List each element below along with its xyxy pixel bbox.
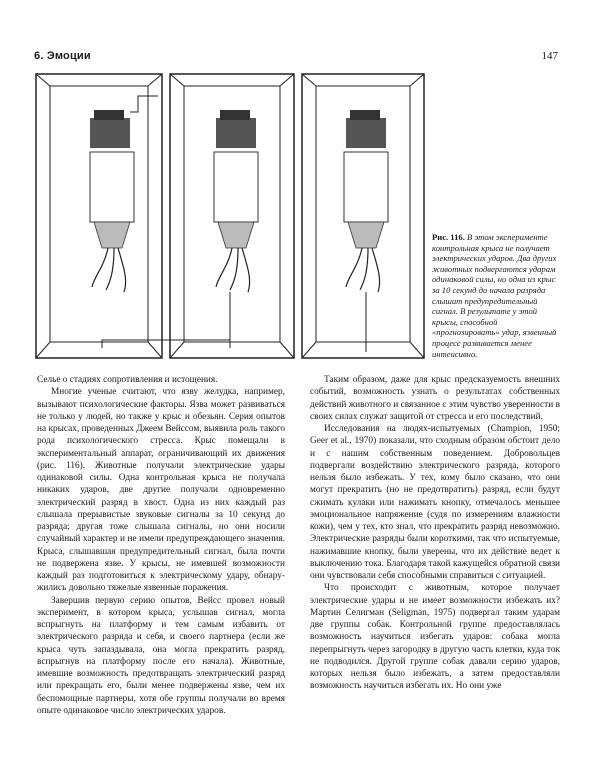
paragraph: Что происходит с животным, которое получает электрические удары и не имеет возможности избежать их? Мартин Селигман (Seligman, 1975) подвергал таким ударам две группы собак. Контрольной группе предоставлялась возможность научиться избегать ударов: собака могла перепрыгнуть через загородку в другую часть клетки, куда ток не подводился. Другой группе собак давали серию ударов, которых нельзя было избежать, а затем предоставляли возможность научиться избегать их. Но они уже <box>310 583 560 692</box>
cage-unwarned <box>170 74 294 358</box>
figure-label: Рис. 116. <box>432 232 465 242</box>
figure-caption <box>432 232 562 359</box>
paragraph: Селье о стадиях сопротивления и истощения. <box>37 375 218 385</box>
cage-warned <box>302 74 424 358</box>
rat-experiment-figure <box>34 72 426 362</box>
running-header-chapter: 6. Эмоции <box>34 50 91 62</box>
paragraph: Таким образом, даже для крыс предсказуемость внешних событий, возможность узнать о результатах собственных действий животного и связанное с этим чувство уверенности в своих силах служат защитой от стресса и его последствий. <box>310 375 560 422</box>
page-number: 147 <box>541 50 558 62</box>
paragraph: Многие ученые считают, что язву желудка, например, вызывают психологические факторы. Язва может развиваться не только у людей, но также у крыс и обезьян. Серия опытов на крысах, проведенных Джеем Вейссом, выявила роль такого рода психологического стресса. Крыс помещали в экспериментальный аппарат, ограничивающий их движения (рис. 116). Животные получали электрические удары одинаковой силы. Одна контрольная крыса не получала никаких ударов, две другие получали одновременно электрический разряд в хвост. Одна из них каждый раз слышала прерывистые звуковые сигналы за 10 секунд до разряда; другая тоже слышала сигналы, но они носили случайный характер и не имели предупреждающего значения. Крыса, слышавшая предупредительный сигнал, была почти не подвержена язве. У крысы, не имевшей возможности каждый раз подготовиться к электрическому удару, обнаружились довольно тяжелые язвенные поражения. <box>37 387 285 594</box>
right-column <box>310 374 560 693</box>
left-column <box>37 374 285 717</box>
paragraph: Завершив первую серию опытов, Вейсс провел новый эксперимент, в котором крыса, услышав сигнал, могла вспрыгнуть на платформу и тем самым избавить от электрического разряда и себя, и своего партнера (если же крыса чуть запаздывала, она могла прекратить разряд, вспрыгнув на платформу после его начала). Животные, имевшие возможность предотвращать электрический разряд или прекращать его, были менее подвержены язве, чем их беспомощные партнеры, хотя обе группы получали во время опыте одинаковое число электрических ударов. <box>37 595 285 716</box>
paragraph: Исследования на людях-испытуемых (Champion, 1950; Geer et al., 1970) показали, что сходным образом обстоит дело и с нашим собственным поведением. Добровольцев подвергали воздействию электрического разряда, которого нельзя было избежать. У тех, кому было сказано, что они могут прекратить (но не предотвратить) разряд, если будут сжимать кулаки или нажимать кнопку, отмечалось меньшее эмоциональное напряжение (судя по измерениям влажности кожи), чем у тех, кто знал, что прекратить разряд невозможно. Электрические разряды были короткими, так что испытуемые, нажимавшие кнопку, были уверены, что их действие ведет к выключению тока. Благодаря такой кажущейся обратной связи они чувствовали себя способными справиться с ситуацией. <box>310 424 560 581</box>
figure-caption-text: В этом эксперименте контрольная крыса не получает электрических ударов. Два других животных подвергаются ударам одинаковой силы, но одна из крыс за 10 секунд до начала разряда слышит предупредительный сигнал. В результате у этой крысы, способной «прогнозировать» удар, язвенный процесс развивается менее интенсивно. <box>432 232 557 359</box>
cage-control <box>36 74 162 358</box>
